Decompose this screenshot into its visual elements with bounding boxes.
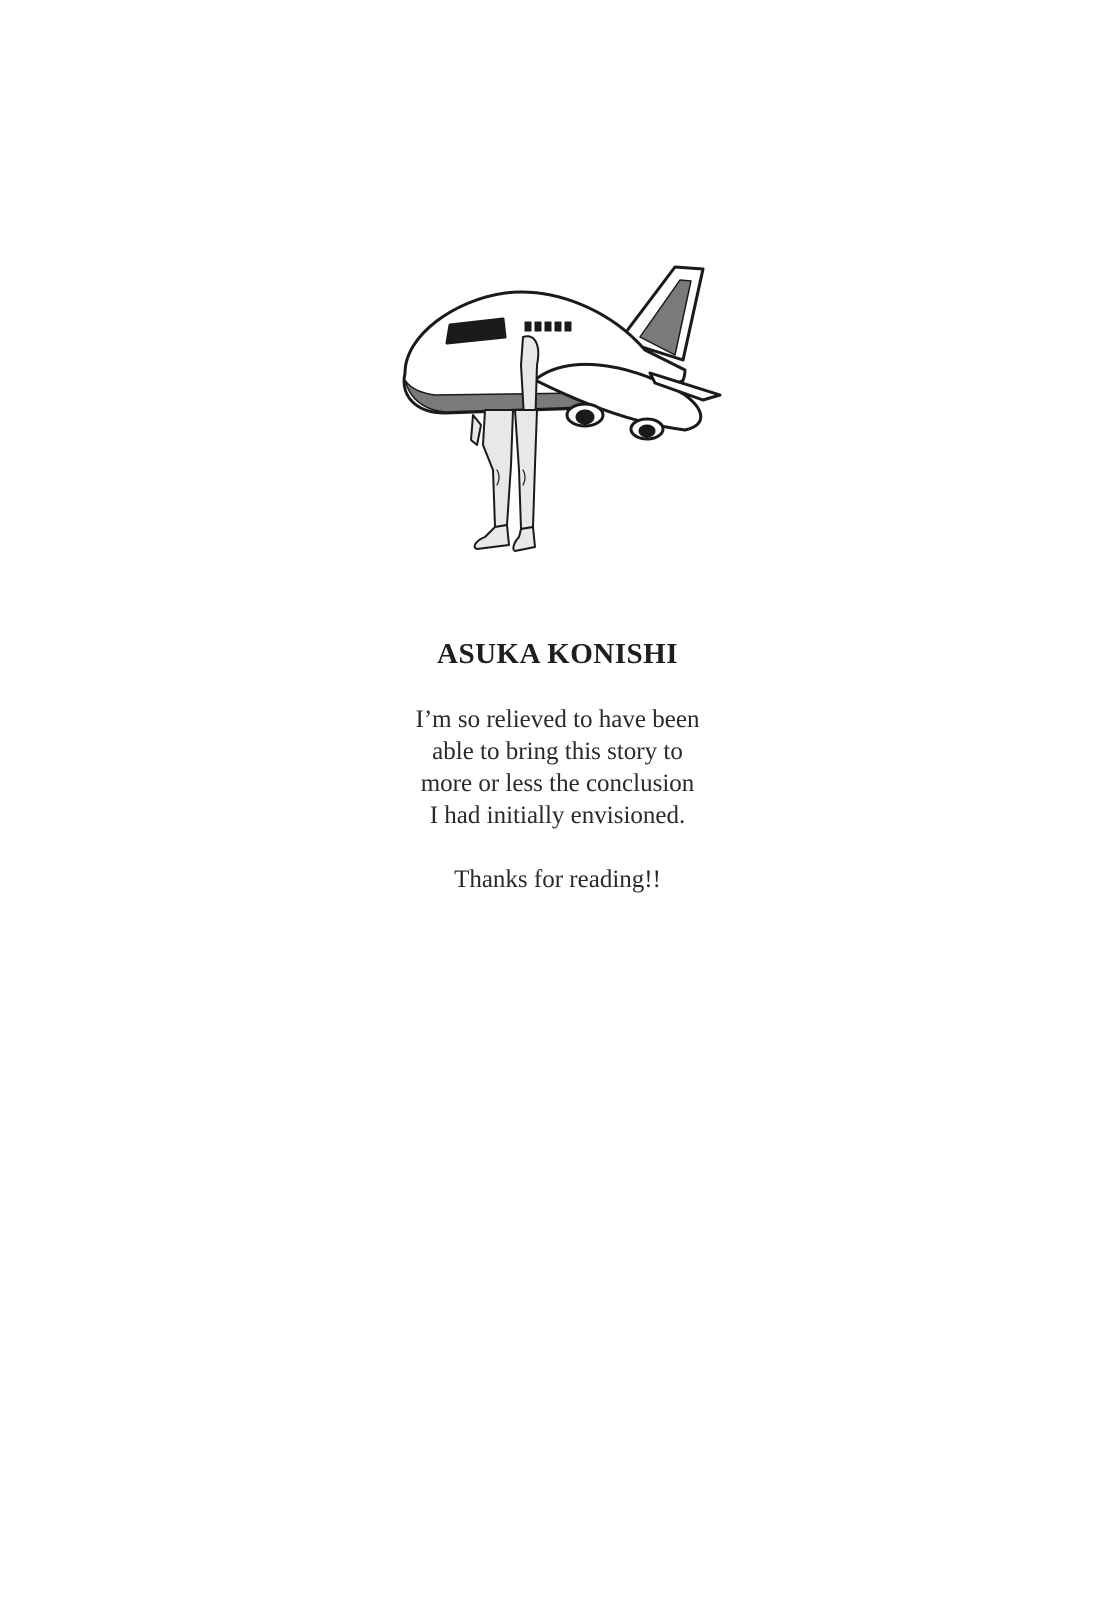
author-message <box>0 704 1115 832</box>
author-name: ASUKA KONISHI <box>437 638 678 670</box>
closing-line: Thanks for reading!! <box>454 866 661 893</box>
message-line: I had initially envisioned. <box>429 802 686 829</box>
message-line: able to bring this story to <box>432 738 683 765</box>
message-line: more or less the conclusion <box>420 770 695 797</box>
message-line: I’m so relieved to have been <box>415 706 700 733</box>
airplane-with-legs-icon <box>385 255 735 565</box>
